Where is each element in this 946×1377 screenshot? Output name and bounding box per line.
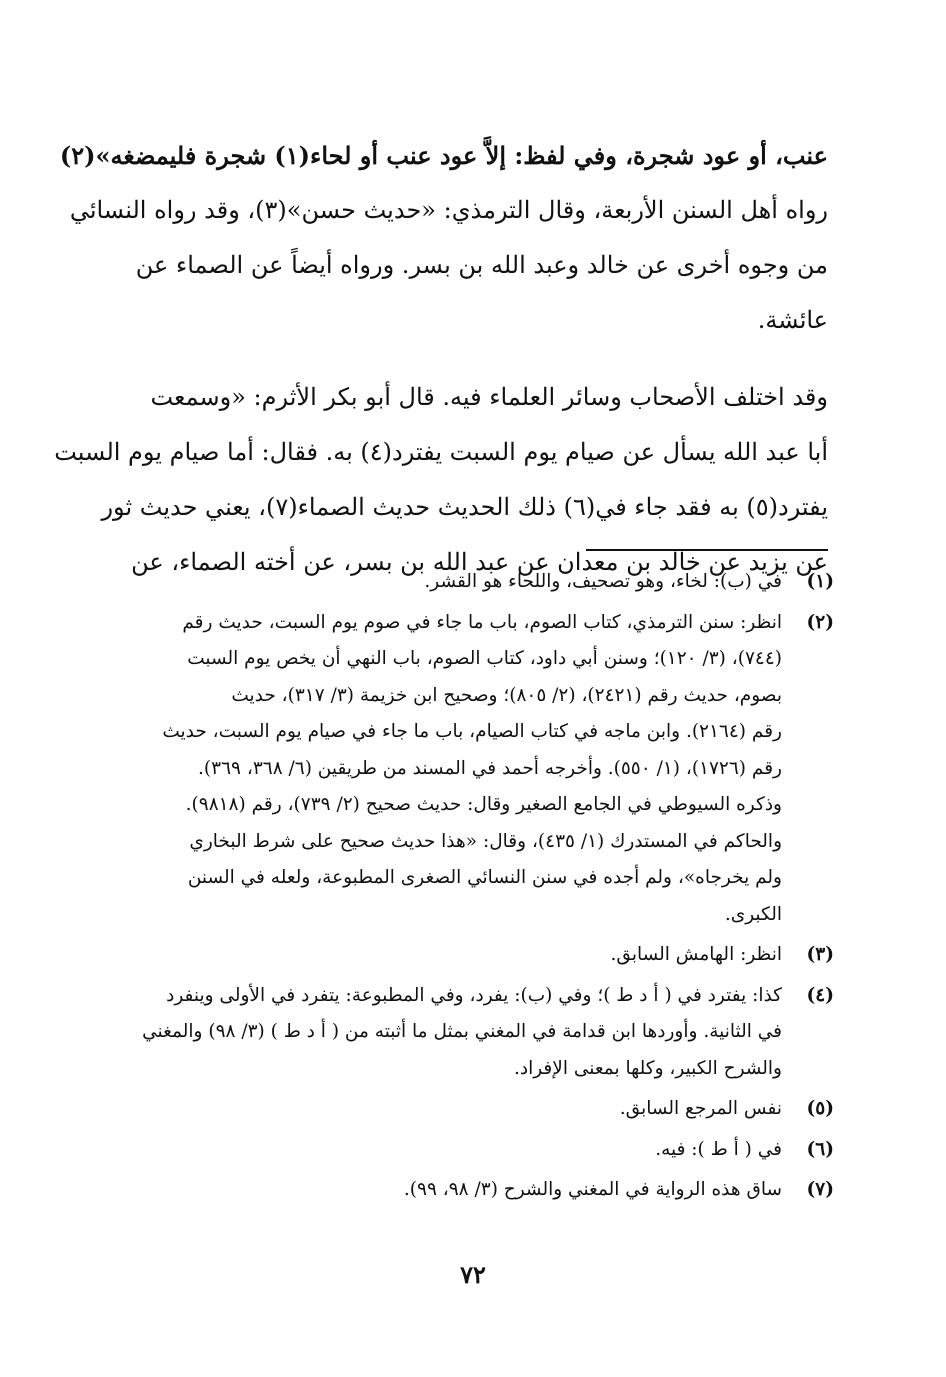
footnote-line: والحاكم في المستدرك (١/ ٤٣٥)، وقال: «هذا حديث صحيح على شرط البخاري <box>189 830 782 852</box>
paragraph-1 <box>59 128 828 348</box>
footnote-text <box>104 1091 782 1128</box>
main-text <box>54 128 828 590</box>
footnote-line: رقم (١٧٢٦)، (١/ ٥٥٠). وأخرجه أحمد في المسند من طريقين (٦/ ٣٦٨، ٣٦٩). <box>198 757 782 779</box>
footnote-line: كذا: يفترد في ( أ د ط )؛ وفي (ب): يفرد، وفي المطبوعة: يتفرد في الأولى وينفرد <box>166 984 782 1006</box>
footnote-line: في الثانية. وأوردها ابن قدامة في المغني بمثل ما أثبته من ( أ د ط ) (٣/ ٩٨) والمغني <box>142 1021 782 1042</box>
footnote-line: وذكره السيوطي في الجامع الصغير وقال: حديث صحيح (٢/ ٧٣٩)، رقم (٩٨١٨). <box>185 794 782 815</box>
footnote-line: في (ب): لخاء، وهو تصحيف، واللحاء هو القشر. <box>424 571 782 592</box>
footnote-4 <box>104 978 834 1088</box>
footnote-text <box>104 1172 782 1209</box>
text-line: وقد اختلف الأصحاب وسائر العلماء فيه. قال أبو بكر الأثرم: «وسمعت <box>150 383 828 411</box>
footnote-number: (٧) <box>806 1179 834 1200</box>
footnote-text <box>104 1132 782 1169</box>
footnote-text <box>104 978 782 1088</box>
footnote-1 <box>104 564 834 601</box>
paragraph-2 <box>54 370 828 590</box>
footnote-3 <box>104 937 834 974</box>
page-number: ٧٢ <box>460 1260 486 1289</box>
footnote-line: انظر: الهامش السابق. <box>610 944 782 965</box>
footnote-line: انظر: سنن الترمذي، كتاب الصوم، باب ما جاء في صوم يوم السبت، حديث رقم <box>182 611 782 633</box>
text-line: يفترد(٥) به فقد جاء في(٦) ذلك الحديث حديث الصماء(٧)، يعني حديث ثور <box>101 493 828 521</box>
footnote-5 <box>104 1091 834 1128</box>
footnote-line: والشرح الكبير، وكلها بمعنى الإفراد. <box>513 1057 782 1079</box>
text-line: أبا عبد الله يسأل عن صيام يوم السبت يفترد(٤) به. فقال: أما صيام يوم السبت <box>54 438 828 466</box>
footnote-line: ولم يخرجاه»، ولم أجده في سنن النسائي الصغرى المطبوعة، ولعله في السنن <box>187 867 782 888</box>
footnote-text <box>104 564 782 601</box>
footnote-line: الكبرى. <box>724 903 782 925</box>
footnote-line: في ( أ ط ): فيه. <box>655 1138 782 1160</box>
footnote-number: (١) <box>806 571 834 592</box>
text-line: من وجوه أخرى عن خالد وعبد الله بن بسر. ورواه أيضاً عن الصماء عن <box>135 251 828 279</box>
footnote-line: ساق هذه الرواية في المغني والشرح (٣/ ٩٨، ٩٩). <box>403 1179 782 1200</box>
footnote-7 <box>104 1172 834 1209</box>
footnote-number: (٢) <box>806 611 834 633</box>
footnote-line: نفس المرجع السابق. <box>619 1098 782 1119</box>
text-line: رواه أهل السنن الأربعة، وقال الترمذي: «حديث حسن»(٣)، وقد رواه النسائي <box>69 196 828 224</box>
footnote-2 <box>104 605 834 934</box>
footnote-number: (٥) <box>806 1098 834 1119</box>
footnote-number: (٤) <box>806 984 834 1006</box>
footnote-number: (٣) <box>806 944 834 965</box>
footnote-line: بصوم، حديث رقم (٢٤٢١)، (٢/ ٨٠٥)؛ وصحيح ابن خزيمة (٣/ ٣١٧)، حديث <box>231 684 782 706</box>
footnote-line: رقم (٢١٦٤). وابن ماجه في كتاب الصيام، باب ما جاء في صيام يوم السبت، حديث <box>162 721 782 742</box>
text-line: عائشة. <box>757 306 828 334</box>
footnote-text <box>104 937 782 974</box>
text-line: عنب، أو عود شجرة، وفي لفظ: إلاَّ عود عنب أو لحاء(١) شجرة فليمضغه»(٢) <box>59 141 828 170</box>
text-line: عن يزيد عن خالد بن معدان عن عبد الله بن بسر، عن أخته الصماء، عن <box>131 548 828 576</box>
footnote-text <box>104 605 782 934</box>
footnote-6 <box>104 1132 834 1169</box>
footnote-number: (٦) <box>806 1138 834 1160</box>
footnote-line: (٧٤٤)، (٣/ ١٢٠)؛ وسنن أبي داود، كتاب الصوم، باب النهي أن يخص يوم السبت <box>187 648 782 669</box>
footnote-divider <box>586 549 828 551</box>
footnotes <box>104 564 834 1213</box>
